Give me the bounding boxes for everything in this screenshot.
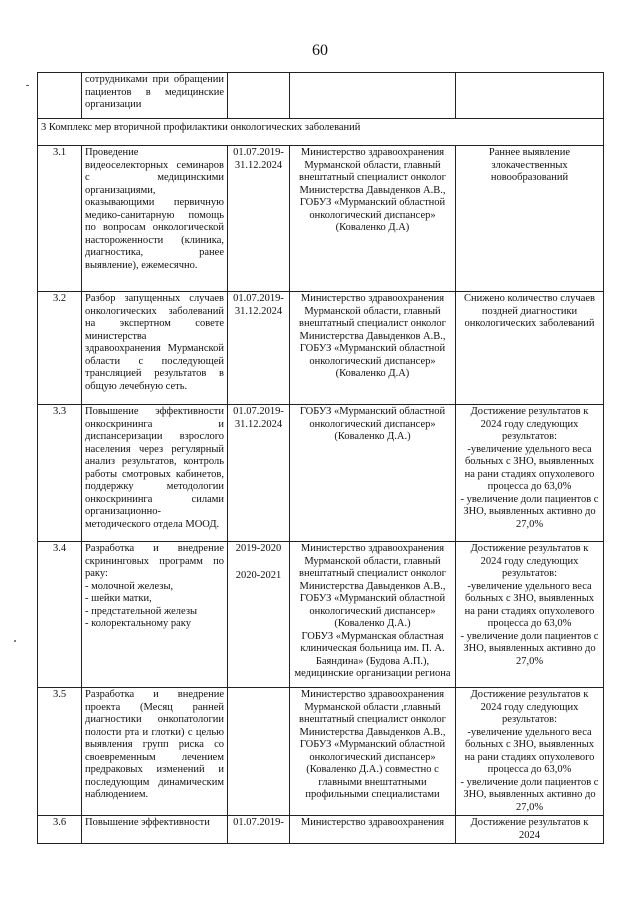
cell-responsible bbox=[290, 73, 456, 119]
activity-line: - предстательной железы bbox=[85, 605, 198, 617]
result-line: -увеличение удельного веса больных с ЗНО, выявленных на рани стадиях опухолевого процесса до 63,0% bbox=[464, 726, 595, 775]
cell-dates bbox=[228, 292, 290, 405]
row-number: 3.3 bbox=[38, 405, 82, 542]
table-row bbox=[38, 73, 604, 119]
page-number: 60 bbox=[312, 42, 328, 59]
activity-line: - молочной железы, bbox=[85, 580, 174, 592]
cell-dates bbox=[228, 73, 290, 119]
cell-result bbox=[456, 73, 604, 119]
result-line: Достижение результатов к 2024 году следующих результатов: bbox=[470, 543, 589, 579]
cell-activity: Повышение эффективности bbox=[82, 816, 228, 844]
cell-activity: Разбор запущенных случаев онкологических заболеваний на экспертном совете министерства здравоохранения Мурманской области с последующей трансляцией результатов в общую лечебную сеть. bbox=[82, 292, 228, 405]
responsible-line: ГОБУЗ «Мурманская областная клиническая больница им. П. А. Баяндина» (Будова А.П.), медицинские организации региона bbox=[294, 630, 451, 679]
cell-result: Раннее выявление злокачественных новообразований bbox=[456, 146, 604, 292]
result-line: -увеличение удельного веса больных с ЗНО, выявленных на рани стадиях опухолевого процесса до 63,0% bbox=[464, 580, 595, 629]
result-line: - увеличение доли пациентов с ЗНО, выявленных активно до 27,0% bbox=[460, 776, 599, 813]
cell-dates bbox=[228, 688, 290, 816]
section-row bbox=[38, 119, 604, 146]
date-period: 2019-2020 bbox=[235, 543, 282, 554]
row-number: 3.1 bbox=[38, 146, 82, 292]
activity-line: Разработка и внедрение скрининговых программ по раку: bbox=[85, 543, 224, 579]
cell-responsible: ГОБУЗ «Мурманский областной онкологический диспансер» (Коваленко Д.А.) bbox=[290, 405, 456, 542]
date-start: 01.07.2019- bbox=[233, 147, 284, 158]
section-title: 3 Комплекс мер вторичной профилактики онкологических заболеваний bbox=[38, 119, 604, 146]
cell-responsible bbox=[290, 542, 456, 688]
result-line: - увеличение доли пациентов с ЗНО, выявленных активно до 27,0% bbox=[460, 630, 599, 667]
table-row bbox=[38, 405, 604, 542]
cell-responsible: Министерство здравоохранения Мурманской области, главный внештатный специалист онколог Министерства Давыденков А.В., ГОБУЗ «Мурманский областной онкологический диспансер» (Коваленко Д.А) bbox=[290, 292, 456, 405]
cell-activity: сотрудниками при обращении пациентов в медицинские организации bbox=[82, 73, 228, 119]
row-number: 3.2 bbox=[38, 292, 82, 405]
cell-responsible: Министерство здравоохранения Мурманской области ,главный внештатный специалист онколог Министерства Давыденков А.В., ГОБУЗ «Мурманский областной онкологический диспансер» (Коваленко Д.А.) совместно с главными внештатными профильными специалистами bbox=[290, 688, 456, 816]
row-number: 3.5 bbox=[38, 688, 82, 816]
cell-dates: 01.07.2019- bbox=[228, 816, 290, 844]
table-row bbox=[38, 688, 604, 816]
responsible-line: Министерство здравоохранения Мурманской области, главный внештатный специалист онколог Министерства Давыденков А.В., ГОБУЗ «Мурманский областной онкологический диспансер» (Коваленко Д.А.) bbox=[299, 543, 446, 629]
measures-table bbox=[37, 72, 604, 844]
cell-responsible: Министерство здравоохранения Мурманской области, главный внештатный специалист онколог Министерства Давыденков А.В., ГОБУЗ «Мурманский областной онкологический диспансер» (Коваленко Д.А) bbox=[290, 146, 456, 292]
cell-dates bbox=[228, 542, 290, 688]
cell-result bbox=[456, 405, 604, 542]
date-end: 31.12.2024 bbox=[234, 305, 283, 317]
table-row bbox=[38, 816, 604, 844]
cell-activity: Разработка и внедрение проекта (Месяц ранней диагностики онкопатологии полости рта и глотки) с целью выявления групп риска со своевременным лечением предраковых изменений и последующим динамическим наблюдением. bbox=[82, 688, 228, 816]
cell-result bbox=[456, 542, 604, 688]
date-start: 01.07.2019- bbox=[233, 406, 284, 417]
scan-speck bbox=[14, 640, 16, 642]
cell-activity bbox=[82, 542, 228, 688]
table-row bbox=[38, 542, 604, 688]
cell-result: Достижение результатов к 2024 bbox=[456, 816, 604, 844]
cell-num bbox=[38, 73, 82, 119]
date-period: 2020-2021 bbox=[235, 569, 282, 581]
row-number: 3.4 bbox=[38, 542, 82, 688]
row-number: 3.6 bbox=[38, 816, 82, 844]
cell-activity: Проведение видеоселекторных семинаров с медицинскими организациями, оказывающими первичную медико-санитарную помощь по вопросам онкологической настороженности (клиника, диагностика, ранее выявление), ежемесячно. bbox=[82, 146, 228, 292]
cell-dates bbox=[228, 146, 290, 292]
cell-result bbox=[456, 688, 604, 816]
cell-activity: Повышение эффективности онкоскрининга и диспансеризации взрослого населения через регулярный анализ результатов, контроль работы смотровых кабинетов, поддержку методологии онкоскрининга силами организационно-методического отдела МООД. bbox=[82, 405, 228, 542]
date-start: 01.07.2019- bbox=[233, 293, 284, 304]
cell-result: Снижено количество случаев поздней диагностики онкологических заболеваний bbox=[456, 292, 604, 405]
table-row bbox=[38, 292, 604, 405]
result-line: - увеличение доли пациентов с ЗНО, выявленных активно до 27,0% bbox=[460, 493, 599, 530]
date-end: 31.12.2024 bbox=[234, 418, 283, 430]
result-line: Достижение результатов к 2024 году следующих результатов: bbox=[470, 406, 589, 442]
date-end: 31.12.2024 bbox=[234, 159, 283, 171]
table-row bbox=[38, 146, 604, 292]
result-line: -увеличение удельного веса больных с ЗНО, выявленных на рани стадиях опухолевого процесса до 63,0% bbox=[464, 443, 595, 492]
result-line: Достижение результатов к 2024 году следующих результатов: bbox=[470, 689, 589, 725]
scan-speck bbox=[26, 85, 29, 86]
cell-responsible: Министерство здравоохранения bbox=[290, 816, 456, 844]
activity-line: - шейки матки, bbox=[85, 593, 152, 604]
cell-dates bbox=[228, 405, 290, 542]
activity-line: - колоректальному раку bbox=[85, 618, 191, 629]
